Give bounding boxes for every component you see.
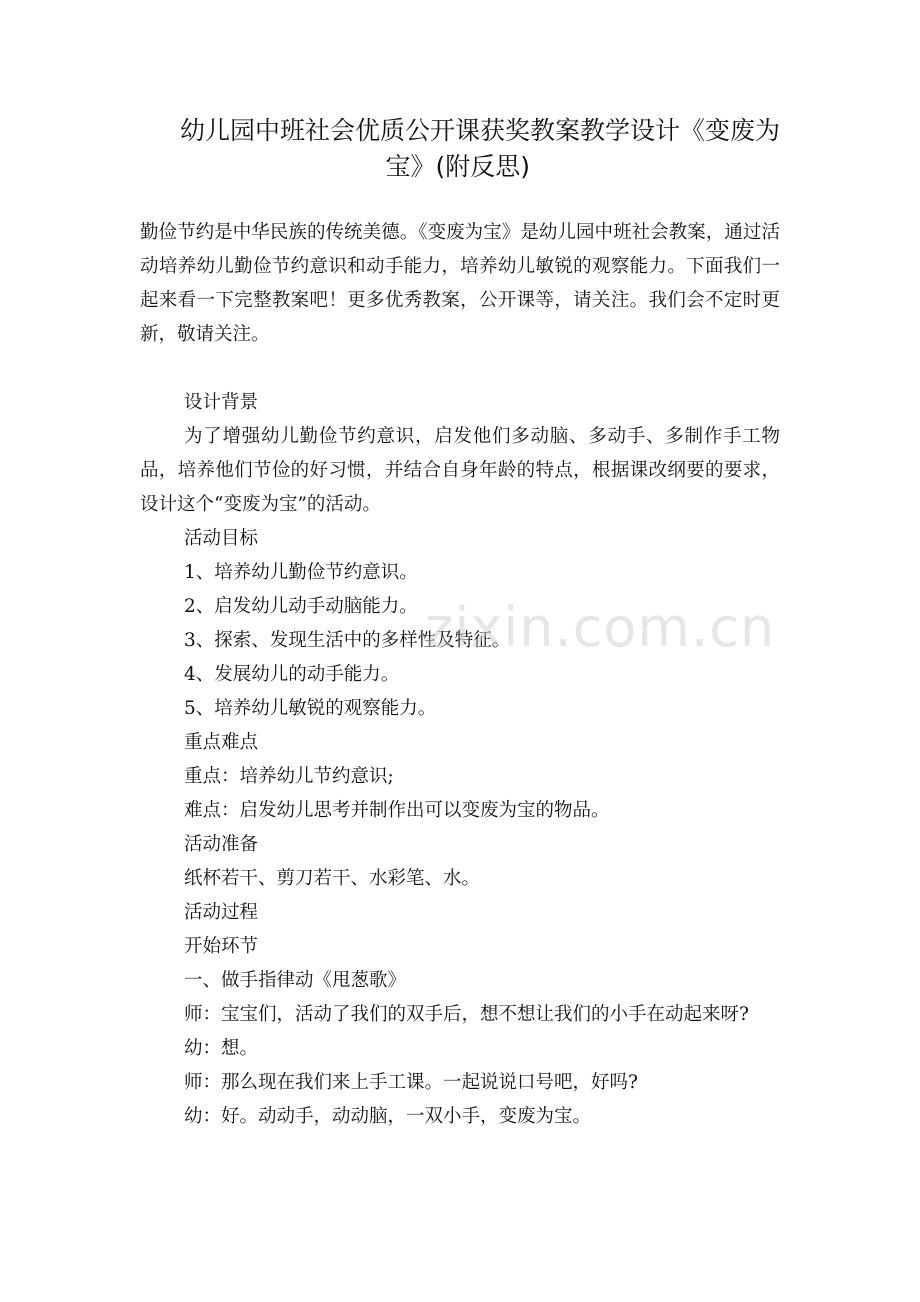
- goal-item-4: 4、发展幼儿的动手能力。: [184, 664, 400, 685]
- title-line-2: 宝》(附反思): [385, 152, 530, 181]
- dialogue-line-4: 幼：好。动动手，动动脑，一双小手，变废为宝。: [184, 1106, 592, 1127]
- section-heading-process: 活动过程: [184, 902, 259, 923]
- goal-item-5: 5、培养幼儿敏锐的观察能力。: [184, 698, 437, 719]
- lesson-body: [140, 386, 780, 1134]
- section-heading-key-points: 重点难点: [184, 732, 259, 753]
- goal-item-1: 1、培养幼儿勤俭节约意识。: [184, 562, 418, 583]
- dialogue-line-3: 师：那么现在我们来上手工课。一起说说口号吧，好吗?: [184, 1072, 638, 1093]
- section-heading-preparation: 活动准备: [184, 834, 259, 855]
- goal-item-2: 2、启发幼儿动手动脑能力。: [184, 596, 418, 617]
- difficult-point-text: 难点：启发幼儿思考并制作出可以变废为宝的物品。: [184, 800, 610, 821]
- dialogue-line-1: 师：宝宝们，活动了我们的双手后，想不想让我们的小手在动起来呀?: [184, 1004, 749, 1025]
- intro-paragraph: 勤俭节约是中华民族的传统美德。《变废为宝》是幼儿园中班社会教案，通过活动培养幼儿勤俭节约意识和动手能力，培养幼儿敏锐的观察能力。下面我们一起来看一下完整教案吧！更多优秀教案，公开课等，请关注。我们会不定时更新，敬请关注。: [140, 222, 780, 345]
- watermark-text: zixin.com.cn: [425, 596, 776, 659]
- goal-item-3: 3、探索、发现生活中的多样性及特征。: [184, 630, 511, 651]
- dialogue-line-2: 幼：想。: [184, 1038, 259, 1059]
- section-heading-start: 开始环节: [184, 936, 259, 957]
- section-heading-design-background: 设计背景: [184, 392, 259, 413]
- title-line-1: 幼儿园中班社会优质公开课获奖教案教学设计《变废为: [179, 116, 780, 145]
- key-point-text: 重点：培养幼儿节约意识;: [184, 766, 394, 787]
- document-title: [140, 113, 780, 185]
- design-background-text: 为了增强幼儿勤俭节约意识，启发他们多动脑、多动手、多制作手工物品，培养他们节俭的好习惯，并结合自身年龄的特点，根据课改纲要的要求，设计这个“变废为宝”的活动。: [140, 426, 780, 515]
- section-heading-goals: 活动目标: [184, 528, 259, 549]
- preparation-text: 纸杯若干、剪刀若干、水彩笔、水。: [184, 868, 481, 889]
- step-1-heading: 一、做手指律动《甩葱歌》: [184, 970, 407, 991]
